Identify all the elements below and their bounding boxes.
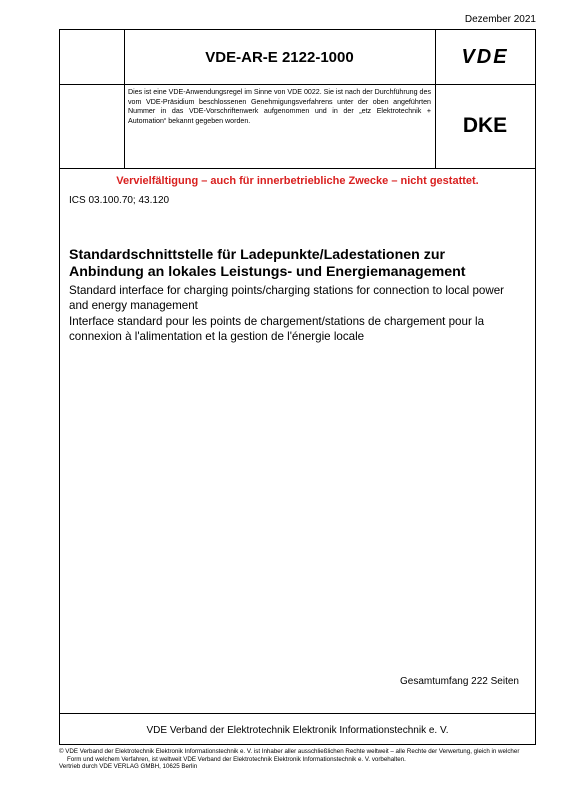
copyright-line-1: © VDE Verband der Elektrotechnik Elektronik Informationstechnik e. V. ist Inhaber aller ausschließlichen Rechte weltweit – alle Rechte der Verwertung, gleich in welcher	[59, 748, 520, 755]
vde-logo: VDE	[461, 45, 509, 68]
copyright-notice	[59, 748, 536, 771]
approval-notice: Dies ist eine VDE-Anwendungsregel im Sinne von VDE 0022. Sie ist nach der Durchführung des vom VDE-Präsidium beschlossenen Genehmigungsverfahrens unter der oben angeführten Nummer in das VDE-Vorschriftenwerk aufgenommen und in der „etz Elektrotechnik + Automation“ bekannt gegeben worden.	[128, 88, 431, 125]
copyright-line-2: Form und welchem Verfahren, ist weltweit VDE Verband der Elektrotechnik Elektronik Informationstechnik e. V. vorbehalten.	[67, 755, 406, 763]
publisher-name: VDE Verband der Elektrotechnik Elektronik Informationstechnik e. V.	[60, 713, 535, 746]
cover-frame	[59, 29, 536, 745]
copyright-line-3: Vertrieb durch VDE VERLAG GMBH, 10625 Berlin	[59, 763, 198, 771]
publication-date: Dezember 2021	[464, 14, 536, 25]
title-french: Interface standard pour les points de chargement/stations de chargement pour la connexion à l'alimentation et la gestion de l'énergie locale	[69, 315, 485, 343]
document-number: VDE-AR-E 2122-1000	[205, 48, 354, 66]
ics-code: ICS 03.100.70; 43.120	[69, 195, 170, 206]
total-pages: Gesamtumfang 222 Seiten	[400, 676, 519, 687]
title-german: Standardschnittstelle für Ladepunkte/Ladestationen zur Anbindung an lokales Leistungs- und Energiemanagement	[69, 247, 466, 280]
dke-logo: DKE	[462, 114, 508, 137]
reproduction-warning: Vervielfältigung – auch für innerbetriebliche Zwecke – nicht gestattet.	[116, 175, 479, 187]
title-english: Standard interface for charging points/charging stations for connection to local power and energy management	[69, 284, 505, 312]
